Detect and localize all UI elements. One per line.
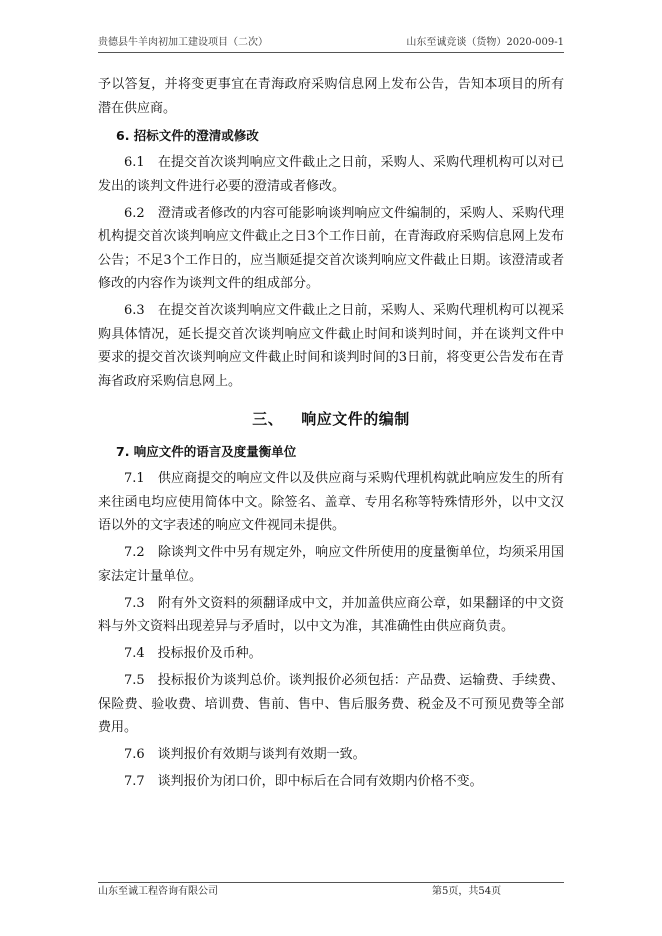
- clause-7-4: 7.4 投标报价及币种。: [124, 646, 262, 661]
- page-header: [98, 36, 564, 53]
- clause-6-2: 6.2 澄清或者修改的内容可能影响谈判响应文件编制的，采购人、采购代理机构提交首次谈判响应文件截止之日3个工作日前，在青海政府采购信息网上发布公告；不足3个工作日的，应当顺延提交首次谈判响应文件截止日期。该澄清或者修改的内容作为谈判文件的组成部分。: [98, 205, 564, 291]
- header-project-name: 贵德县牛羊肉初加工建设项目（二次）: [98, 37, 268, 48]
- clause-7-5: 7.5 投标报价为谈判总价。谈判报价必须包括：产品费、运输费、手续费、保险费、验收费、培训费、售前、售中、售后服务费、税金及不可预见费等全部费用。: [98, 673, 564, 735]
- page-footer: [98, 882, 564, 901]
- clause-7-2: 7.2 除谈判文件中另有规定外，响应文件所使用的度量衡单位，均须采用国家法定计量单位。: [98, 545, 564, 584]
- section-6-heading: 6. 招标文件的澄清或修改: [116, 128, 259, 143]
- clause-7-3: 7.3 附有外文资料的须翻译成中文，并加盖供应商公章，如果翻译的中文资料与外文资料出现差异与矛盾时，以中文为准，其准确性由供应商负责。: [98, 595, 564, 634]
- chapter-number: 三、: [252, 410, 284, 428]
- clause-7-7: 7.7 谈判报价为闭口价，即中标后在合同有效期内价格不变。: [124, 774, 483, 789]
- clause-7-6: 7.6 谈判报价有效期与谈判有效期一致。: [124, 747, 366, 762]
- footer-page-number: 第5页，共54页: [432, 886, 502, 897]
- clause-7-1: 7.1 供应商提交的响应文件以及供应商与采购代理机构就此响应发生的所有来往函电均应使用简体中文。除签名、盖章、专用名称等特殊情形外，以中文汉语以外的文字表述的响应文件视同未提供。: [98, 471, 564, 533]
- section-7-heading: 7. 响应文件的语言及度量衡单位: [116, 444, 297, 459]
- chapter-title: 响应文件的编制: [301, 410, 410, 428]
- header-document-code: 山东至诚竞谈（货物）2020-009-1: [406, 37, 564, 48]
- clause-6-3: 6.3 在提交首次谈判响应文件截止之日前，采购人、采购代理机构可以视采购具体情况，延长提交首次谈判响应文件截止时间和谈判时间，并在谈判文件中要求的提交首次谈判响应文件截止时间和谈判时间的3日前，将变更公告发布在青海省政府采购信息网上。: [98, 303, 564, 389]
- footer-company: 山东至诚工程咨询有限公司: [98, 886, 218, 897]
- clause-6-1: 6.1 在提交首次谈判响应文件截止之日前，采购人、采购代理机构可以对已发出的谈判文件进行必要的澄清或者修改。: [98, 155, 564, 194]
- intro-paragraph: 予以答复，并将变更事宜在青海政府采购信息网上发布公告，告知本项目的所有潜在供应商。: [98, 77, 564, 116]
- chapter-heading: [98, 407, 564, 431]
- document-body: [98, 73, 564, 797]
